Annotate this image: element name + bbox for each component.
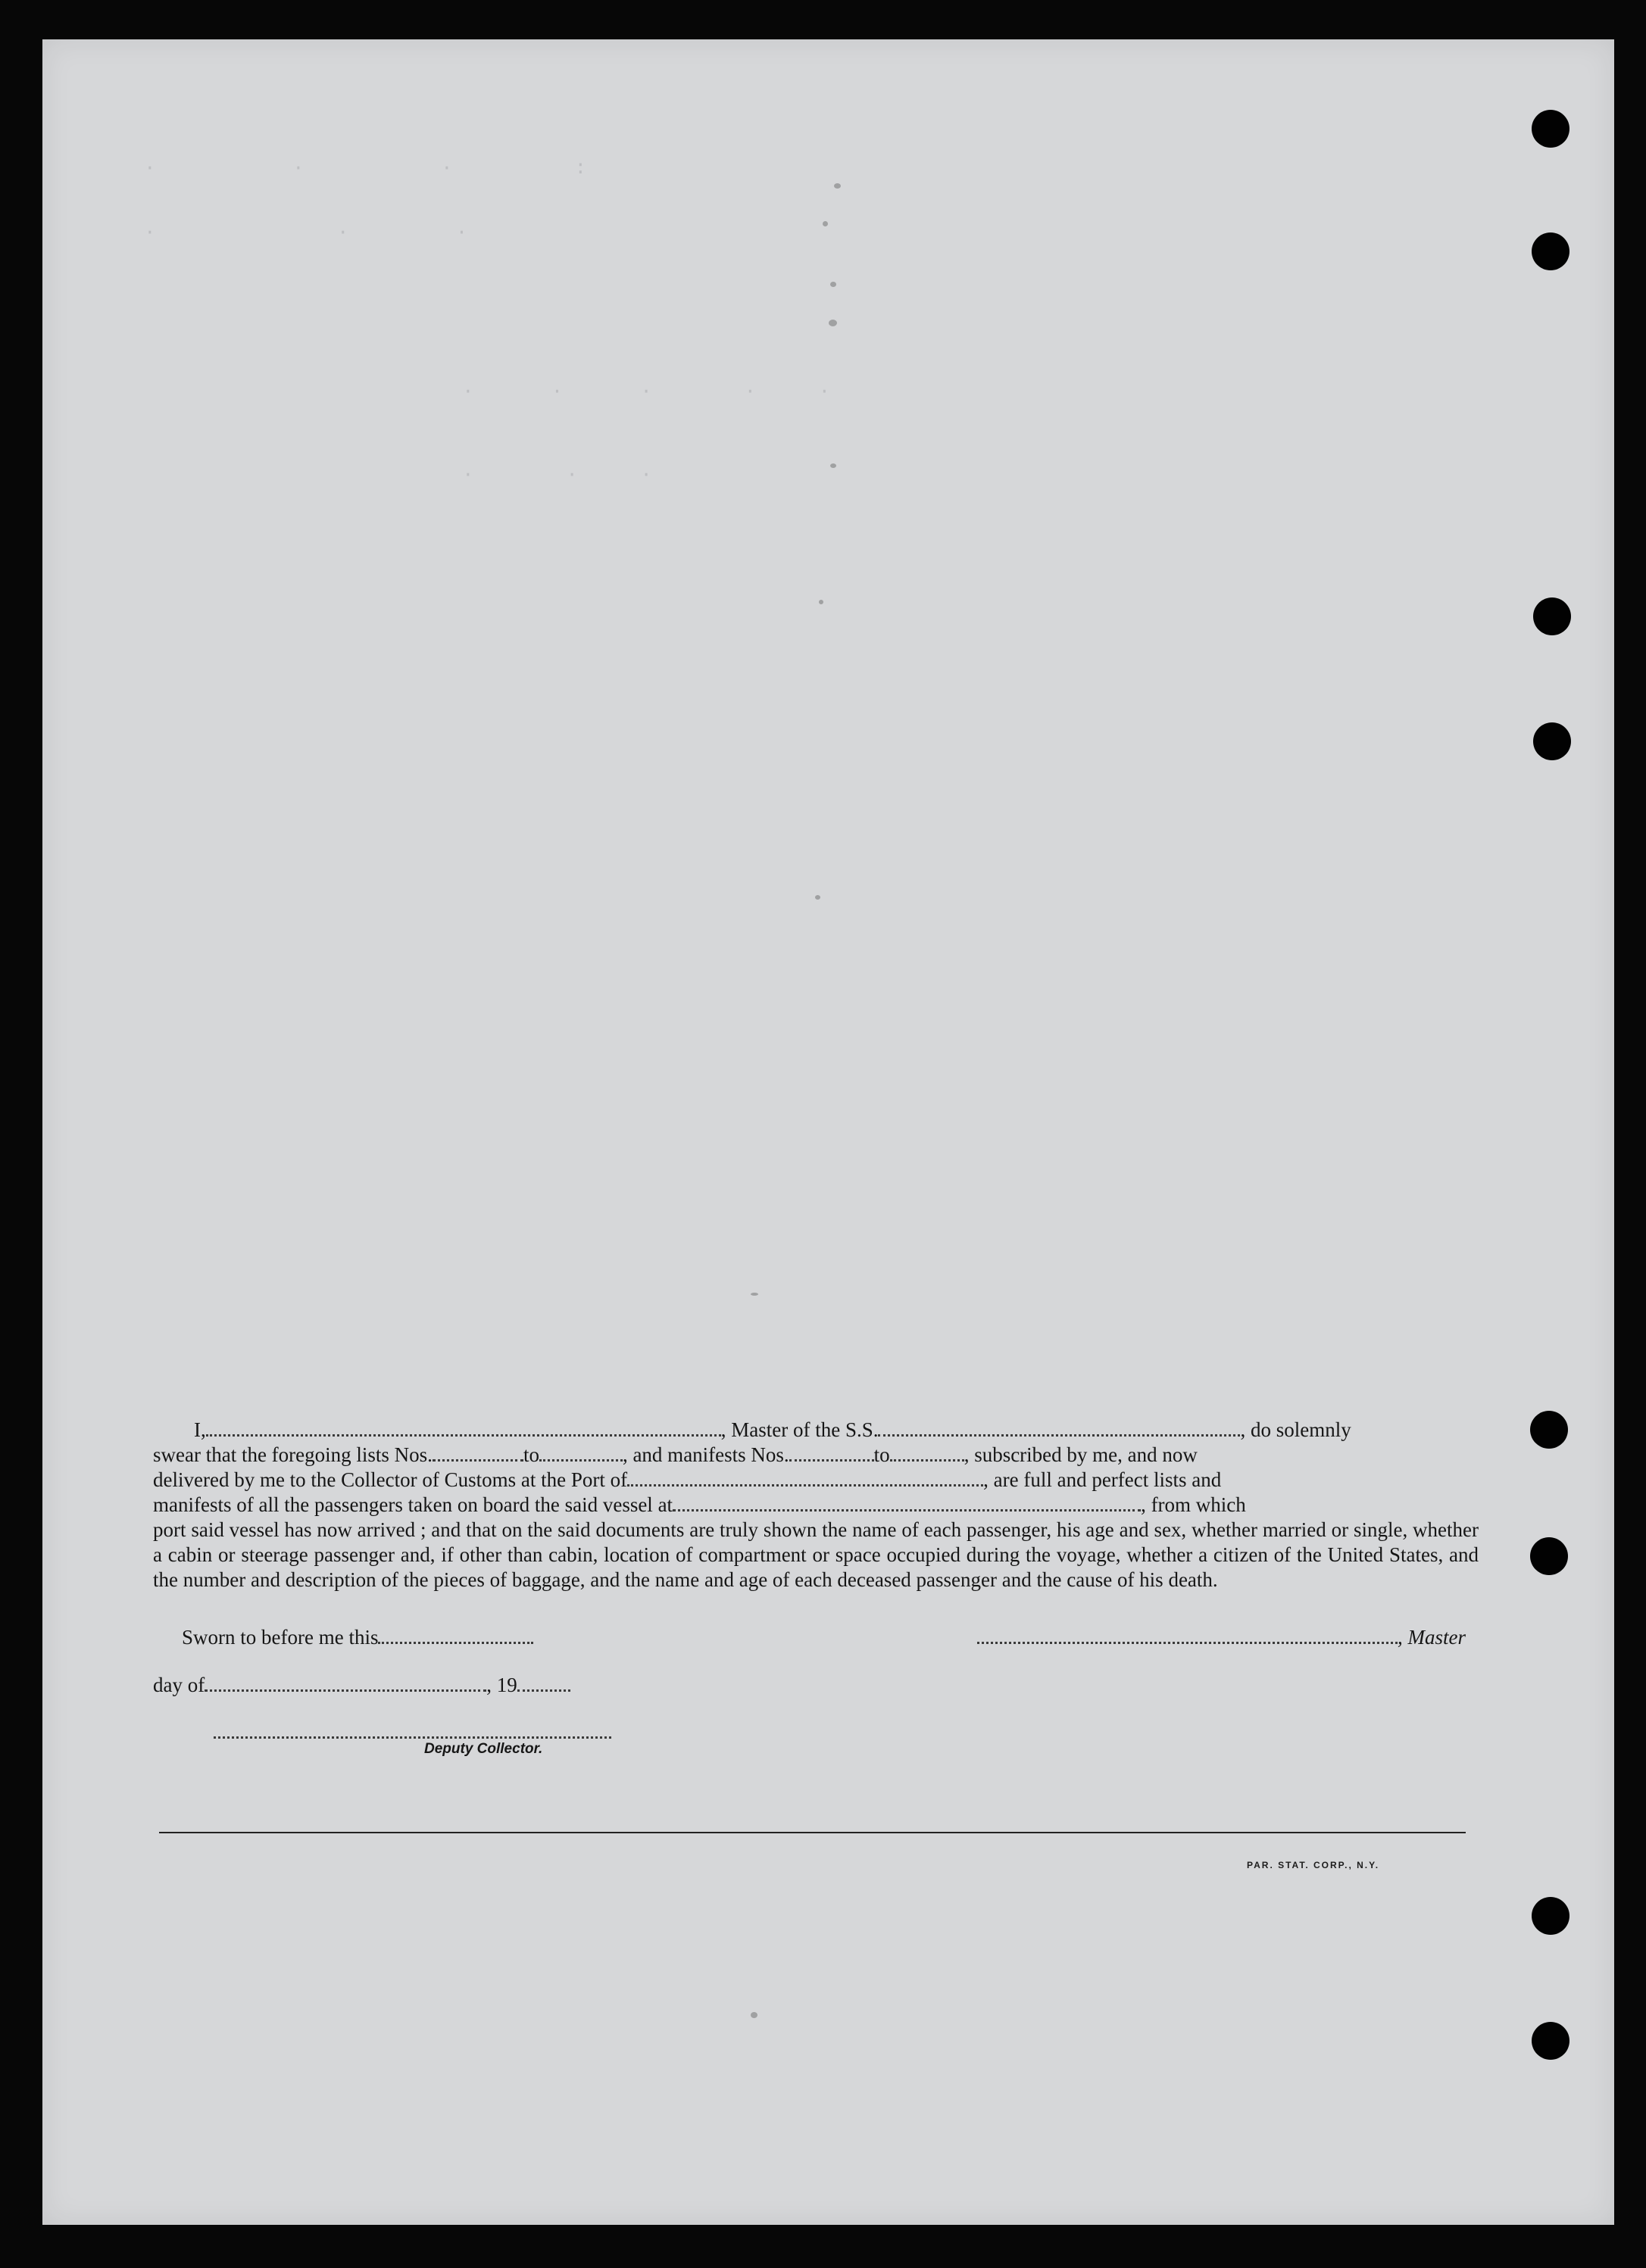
punch-hole <box>1533 722 1571 760</box>
deputy-collector-label: Deputy Collector. <box>424 1741 543 1757</box>
bleed-through-text: : · · · <box>141 157 705 179</box>
oath-line-2 <box>153 1443 1479 1468</box>
oath-line-3 <box>153 1468 1479 1493</box>
master-name-blank <box>206 1419 721 1437</box>
day-of-label: day of <box>153 1674 205 1696</box>
ship-name-blank <box>878 1419 1240 1437</box>
oath-swear: swear that the foregoing lists Nos. <box>153 1443 433 1466</box>
bottom-rule <box>159 1832 1466 1833</box>
master-signature-line <box>977 1626 1466 1649</box>
manifests-to-blank <box>890 1444 964 1462</box>
day-blank <box>205 1674 486 1692</box>
oath-body: port said vessel has now arrived ; and that on the said documents are truly shown the name of each passenger, his age and sex, whether married or single, whether a cabin or steerage passenger and, if other than cabin, location of compartment or space occupied during the voyage, whether a citizen of the United States, and the number and description of the pieces of baggage, and the name and age of each deceased passenger and the cause of his death. <box>153 1518 1479 1591</box>
bleed-through-text: · · · <box>459 463 652 486</box>
ink-speck <box>834 183 841 189</box>
ink-speck <box>830 282 836 287</box>
lists-to-blank <box>539 1444 623 1462</box>
sworn-line <box>182 1626 533 1649</box>
deputy-signature-line <box>214 1720 611 1744</box>
oath-do-solemnly: , do solemnly <box>1240 1418 1351 1441</box>
printer-imprint: PAR. STAT. CORP., N.Y. <box>1247 1860 1380 1870</box>
year-prefix: , 19 <box>486 1674 517 1696</box>
deputy-signature-blank <box>214 1721 611 1739</box>
oath-delivered: delivered by me to the Collector of Customs at the Port of <box>153 1468 628 1491</box>
punch-hole <box>1532 2022 1569 2060</box>
punch-hole <box>1532 110 1569 148</box>
oath-i: I, <box>194 1418 206 1441</box>
ink-speck <box>819 600 823 604</box>
oath-to-1: to <box>523 1443 539 1466</box>
oath-master-of: , Master of the S.S. <box>720 1418 879 1441</box>
punch-hole <box>1532 232 1569 270</box>
punch-hole <box>1533 597 1571 635</box>
oath-to-2: to <box>873 1443 890 1466</box>
master-label: , Master <box>1398 1626 1466 1649</box>
oath-manifests: , and manifests Nos. <box>622 1443 789 1466</box>
oath-line-1 <box>153 1418 1479 1443</box>
ink-speck <box>829 320 837 326</box>
bleed-through-text: · · · <box>141 221 557 244</box>
port-blank <box>627 1469 983 1487</box>
day-line <box>153 1674 570 1697</box>
oath-full-perfect: , are full and perfect lists and <box>983 1468 1222 1491</box>
ink-speck <box>751 2012 757 2018</box>
manifest-page <box>42 39 1614 2225</box>
oath-subscribed: , subscribed by me, and now <box>964 1443 1198 1466</box>
master-oath <box>153 1418 1479 1593</box>
sworn-label: Sworn to before me this <box>182 1626 379 1649</box>
punch-hole <box>1530 1537 1568 1575</box>
lists-from-blank <box>433 1444 523 1462</box>
ink-speck <box>823 221 828 226</box>
year-blank <box>517 1674 570 1692</box>
bleed-through-text: · · · · · <box>459 380 831 403</box>
punch-hole <box>1532 1897 1569 1935</box>
oath-manifests-all: manifests of all the passengers taken on board the said vessel at <box>153 1493 673 1516</box>
oath-from-which: , from which <box>1141 1493 1246 1516</box>
sworn-date-blank <box>378 1627 533 1644</box>
punch-hole <box>1530 1411 1568 1449</box>
master-signature-blank <box>977 1627 1398 1644</box>
departure-port-blank <box>673 1494 1141 1511</box>
manifests-from-blank <box>789 1444 874 1462</box>
oath-line-4 <box>153 1493 1479 1518</box>
ink-speck <box>751 1293 758 1296</box>
ink-speck <box>830 463 836 468</box>
ink-speck <box>815 895 820 900</box>
